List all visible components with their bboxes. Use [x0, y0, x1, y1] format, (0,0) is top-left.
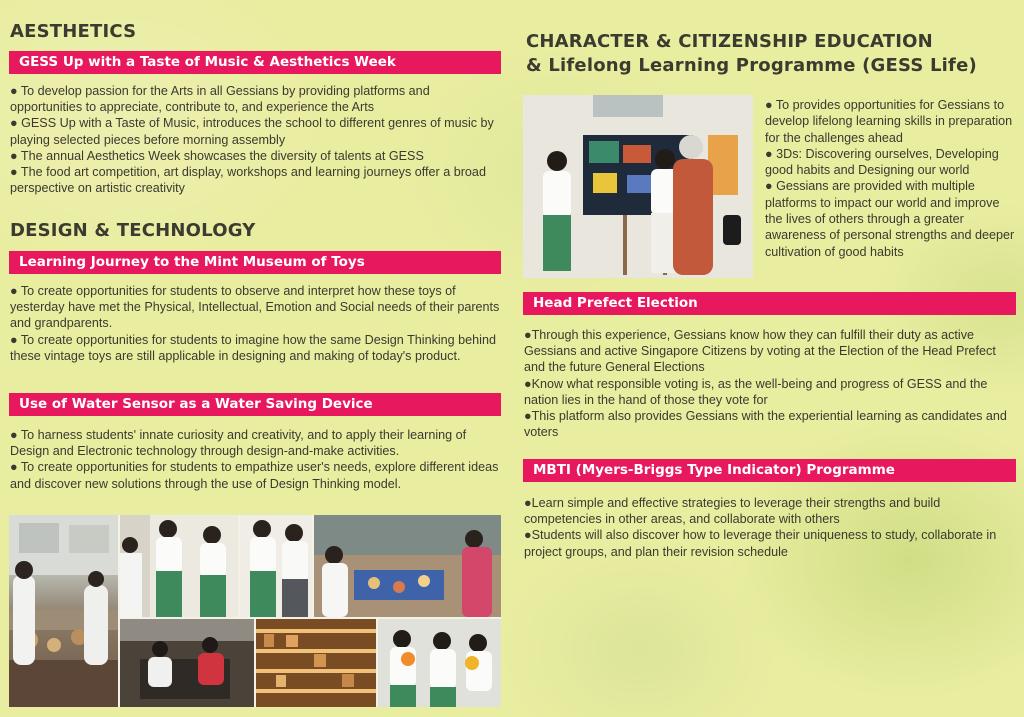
character-heading-line1: CHARACTER & CITIZENSHIP EDUCATION [526, 31, 933, 52]
aesthetics-bullet: ● The food art competition, art display, workshops and learning journeys offer a broad perspective on artistic creativity [10, 165, 486, 196]
aesthetics-text [10, 83, 502, 196]
head-prefect-bar: Head Prefect Election [523, 292, 1016, 315]
toy-museum-photo [256, 619, 376, 707]
mbti-bullet: ●Learn simple and effective strategies to leverage their strengths and build competencies in other areas, and collaborate with others [524, 496, 941, 527]
lab-activity-photo [120, 619, 254, 707]
singers-photo [240, 515, 312, 617]
aesthetics-bullet: ● The annual Aesthetics Week showcases the diversity of talents at GESS [10, 148, 424, 163]
activities-photo-collage [9, 515, 501, 707]
mbti-bullet: ●Students will also discover how to leverage their uniqueness to study, collaborate in project groups, and plan their revision schedule [524, 528, 997, 559]
mint-museum-bullet: ● To create opportunities for students to observe and interpret how these toys of yesterday have met the Physical, Intellectual, Emotion and Social needs of their parents and grandparents. [10, 284, 500, 331]
music-performance-photo [120, 515, 238, 617]
mint-museum-text [10, 283, 502, 364]
water-sensor-bullet: ● To create opportunities for students to empathize user's needs, explore different ideas and discover new solutions through the use of Design Thinking model. [10, 460, 499, 491]
water-sensor-bullet: ● To harness students' innate curiosity and creativity, and to apply their learning of Design and Electronic technology through design-and-make activities. [10, 428, 467, 459]
water-sensor-bar: Use of Water Sensor as a Water Saving Device [9, 393, 501, 416]
head-prefect-text [524, 327, 1019, 440]
food-art-photo [9, 515, 118, 707]
mbti-text [524, 495, 1014, 560]
character-bullet: ● To provides opportunities for Gessians to develop lifelong learning skills in preparation for the challenges ahead [765, 98, 1013, 145]
aesthetics-bullet: ● GESS Up with a Taste of Music, introduces the school to different genres of music by playing selected pieces before morning assembly [10, 116, 494, 147]
aesthetics-bar: GESS Up with a Taste of Music & Aesthetics Week [9, 51, 501, 74]
aesthetics-heading: AESTHETICS [10, 21, 137, 42]
design-heading: DESIGN & TECHNOLOGY [10, 220, 256, 241]
character-bullet: ● Gessians are provided with multiple platforms to impact our world and improve the lives of others through a greater awareness of personal strengths and deeper cultivation of good habits [765, 179, 1015, 259]
aesthetics-bullet: ● To develop passion for the Arts in all Gessians by providing platforms and opportunities to appreciate, contribute to, and experience the Arts [10, 84, 430, 115]
head-prefect-bullet: ●Know what responsible voting is, as the well-being and progress of GESS and the nation lies in the hand of those they vote for [524, 376, 988, 407]
water-sensor-text [10, 427, 502, 492]
water-sensor-students-photo [378, 619, 501, 707]
mbti-bar: MBTI (Myers-Briggs Type Indicator) Programme [523, 459, 1016, 482]
character-text [765, 97, 1015, 260]
character-heading-line2: & Lifelong Learning Programme (GESS Life) [526, 55, 977, 76]
food-tasting-photo [314, 515, 501, 617]
mint-museum-bullet: ● To create opportunities for students to imagine how the same Design Thinking behind these vintage toys are still applicable in designing and making of today's product. [10, 332, 496, 363]
mint-museum-bar: Learning Journey to the Mint Museum of Toys [9, 251, 501, 274]
head-prefect-bullet: ●Through this experience, Gessians know how they can fulfill their duty as active Gessians and active Singapore Citizens by voting at the Election of the Head Prefect and the future General Elections [524, 328, 996, 375]
character-education-photo [523, 95, 753, 278]
head-prefect-bullet: ●This platform also provides Gessians with the experiential learning as candidates and voters [524, 409, 1007, 440]
character-bullet: ● 3Ds: Discovering ourselves, Developing good habits and Designing our world [765, 146, 999, 178]
